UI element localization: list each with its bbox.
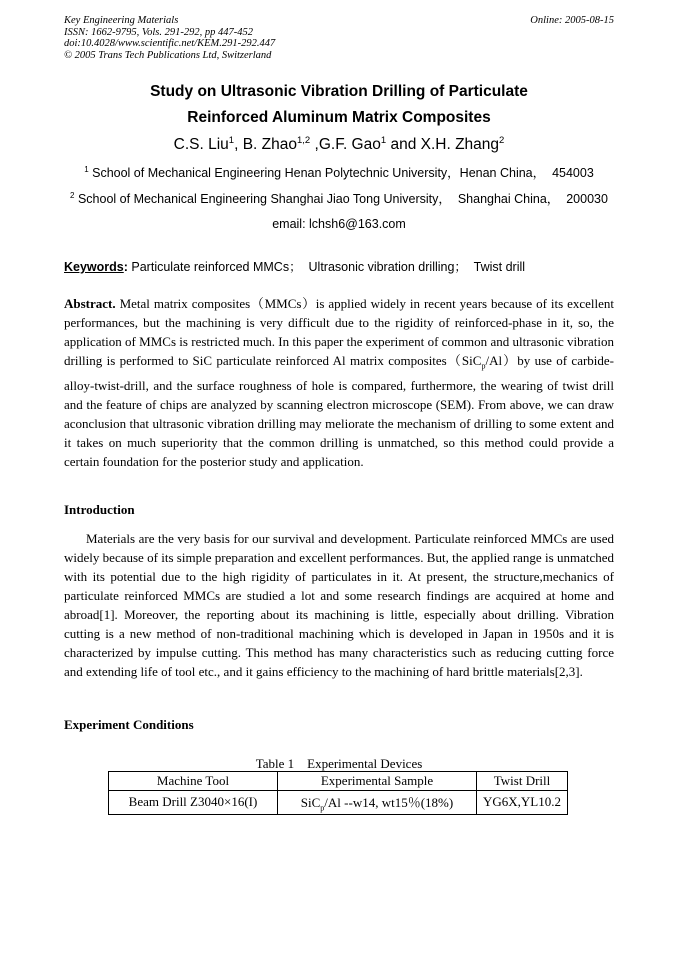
cell-text: SiC [300, 795, 321, 810]
author-affiliation-mark: 1 [380, 135, 387, 146]
table-header-cell: Twist Drill [477, 772, 568, 791]
paper-title-line-2: Reinforced Aluminum Matrix Composites [187, 109, 491, 126]
affiliation-2 [64, 189, 614, 207]
keywords-colon: : [123, 260, 128, 274]
abstract-subscript: p [481, 361, 486, 371]
paper-title-line-1: Study on Ultrasonic Vibration Drilling of Particulate [150, 83, 528, 100]
table-header-cell: Machine Tool [109, 772, 278, 791]
doi-line: doi:10.4028/www.scientific.net/KEM.291-292.447 [64, 38, 276, 49]
introduction-heading: Introduction [64, 502, 135, 517]
introduction-paragraph [64, 529, 614, 681]
contact-email: email: lchsh6@163.com [272, 217, 406, 231]
table-cell: Beam Drill Z3040×16(I) [109, 791, 278, 815]
experiment-heading: Experiment Conditions [64, 717, 194, 732]
table-row [109, 791, 568, 815]
abstract-paragraph [64, 294, 614, 471]
experimental-devices-table [108, 771, 568, 815]
cell-text: /Al --w14, wt15％(18%) [324, 795, 454, 810]
introduction-text: Materials are the very basis for our survival and development. Particulate reinforced MMCs are used widely because of its simple preparation and excellent performances. But, the applied range is unmatched with its potential due to the high rigidity of particulates in it. At present, the structure,mechanics of particulate reinforced MMCs are studied a lot and some research findings are acquired at home and abroad[1]. Moreover, the reporting about its machining is little, especially about drilling. Vibration cutting is a new method of non-traditional machining which is developed in Japan in 1950s and it is characterized by impulse cutting. This method has many characteristics such as reducing cutting force and extending life of tool etc., and it gains efficiency to the machining of hard brittle materials[2,3]. [64, 531, 614, 679]
author-affiliation-mark: 2 [499, 135, 505, 146]
author-name: ,G.F. Gao [310, 136, 381, 154]
table-cell [278, 791, 477, 815]
author-affiliation-mark: 1 [228, 135, 235, 146]
affiliation-1 [64, 163, 614, 181]
table-cell: YG6X,YL10.2 [477, 791, 568, 815]
author-name: and X.H. Zhang [386, 136, 500, 154]
table-caption: Table 1 Experimental Devices [255, 756, 423, 771]
page-header [64, 15, 614, 61]
affiliation-text: School of Mechanical Engineering Henan Polytechnic University，Henan China， 454003 [88, 166, 594, 180]
keywords-text: Particulate reinforced MMCs； Ultrasonic vibration drilling； Twist drill [127, 260, 526, 274]
table-header-row [109, 772, 568, 791]
abstract-text: /Al）by use of carbide-alloy-twist-drill, and the surface roughness of hole is compared, furthermore, the wearing of twist drill and the feature of chips are analyzed by scanning electron microscope (SEM). From above, we can draw aconclusion that ultrasonic vibration drilling may meliorate the mechanism of drilling to some extent and it takes on much superiority that the common drilling is unmatched, so this method could provide a certain foundation for the posterior study and application. [64, 353, 615, 469]
author-name: , B. Zhao [234, 136, 297, 154]
abstract-text: Metal matrix composites（MMCs）is applied widely in recent years because of its excellent performances, but the machining is very difficult due to the rigidity of reinforced-phase in it, so, the application of MMCs is restricted much. In this paper the experiment of common and ultrasonic vibration drilling is performed to SiC particulate reinforced Al matrix composites（SiC [64, 296, 614, 368]
affiliation-text: School of Mechanical Engineering Shanghai Jiao Tong University， Shanghai China， 200030 [74, 192, 608, 206]
online-date: Online: 2005-08-15 [530, 15, 614, 26]
author-name: C.S. Liu [173, 136, 229, 154]
author-list [64, 135, 614, 154]
affiliation-mark: 2 [70, 190, 75, 200]
issn-line: ISSN: 1662-9795, Vols. 291-292, pp 447-452 [64, 26, 253, 38]
journal-name: Key Engineering Materials [64, 15, 179, 26]
table-header-cell: Experimental Sample [278, 772, 477, 791]
cell-subscript: p [320, 803, 325, 813]
affiliation-mark: 1 [84, 164, 89, 174]
abstract-label: Abstract. [64, 296, 116, 311]
author-affiliation-mark: 1,2 [297, 135, 311, 146]
copyright-line: © 2005 Trans Tech Publications Ltd, Switzerland [64, 49, 272, 61]
keywords-label: Keywords [64, 260, 124, 274]
keywords-line [64, 257, 614, 275]
